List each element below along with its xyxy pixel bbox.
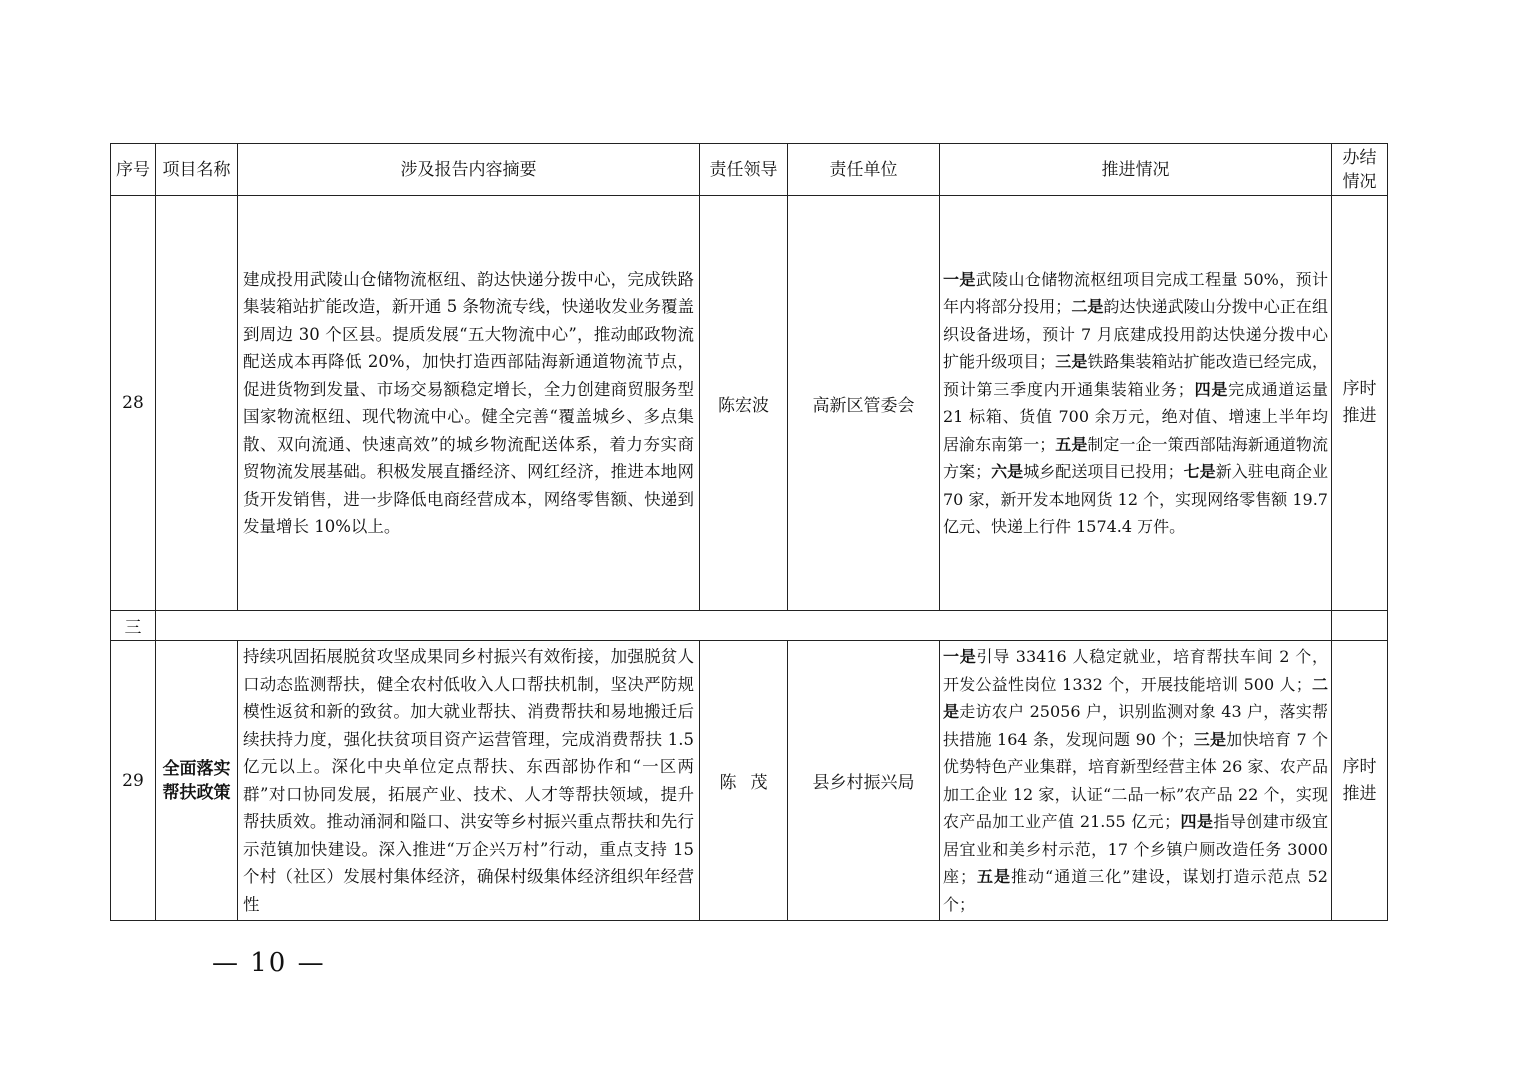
unit-cell: 县乡村振兴局 xyxy=(788,641,940,921)
project-name: 全面落实帮扶政策 xyxy=(156,641,238,921)
progress-item-text: 制定一企一策西部陆海新通道物流方案； xyxy=(943,434,1328,481)
row-number: 29 xyxy=(111,641,156,921)
progress-cell xyxy=(940,196,1332,611)
done-cell: 序时推进 xyxy=(1332,196,1388,611)
progress-item-marker: 二是 xyxy=(1071,297,1104,316)
progress-text xyxy=(940,641,1331,920)
header-name: 项目名称 xyxy=(156,144,238,196)
header-progress: 推进情况 xyxy=(940,144,1332,196)
done-cell: 序时推进 xyxy=(1332,641,1388,921)
progress-report-table xyxy=(110,143,1388,921)
progress-item-text: 引导 33416 人稳定就业，培育帮扶车间 2 个，开发公益性岗位 1332 个，开展技能培训 500 人； xyxy=(943,647,1328,694)
header-unit: 责任单位 xyxy=(788,144,940,196)
progress-item-marker: 五是 xyxy=(976,867,1012,886)
project-name xyxy=(156,196,238,611)
progress-item-text: 武陵山仓储物流枢纽项目完成工程量 50%，预计年内将部分投用； xyxy=(943,269,1328,316)
progress-item-text: 铁路集装箱站扩能改造已经完成，预计第三季度内开通集装箱业务； xyxy=(943,352,1328,399)
progress-item-marker: 三是 xyxy=(1055,352,1088,371)
header-summary: 涉及报告内容摘要 xyxy=(238,144,700,196)
header-num: 序号 xyxy=(111,144,156,196)
progress-item-text: 韵达快递武陵山分拨中心正在组织设备进场，预计 7 月底建成投用韵达快递分拨中心扩能升级项目； xyxy=(943,297,1328,371)
progress-item-marker: 五是 xyxy=(1055,434,1088,454)
row-number: 28 xyxy=(111,196,156,611)
section-blank xyxy=(156,611,1332,641)
summary-cell xyxy=(238,196,700,611)
progress-item-text: 完成通道运量 21 标箱、货值 700 余万元，绝对值、增速上半年均居渝东南第一； xyxy=(943,379,1328,454)
table-row xyxy=(111,196,1388,611)
progress-item-text: 城乡配送项目已投用； xyxy=(1023,462,1184,481)
page-number: — 10 — xyxy=(212,948,326,978)
table-row xyxy=(111,641,1388,921)
progress-item-marker: 二是 xyxy=(943,674,1328,721)
progress-item-marker: 一是 xyxy=(943,269,976,289)
summary-cell xyxy=(238,641,700,921)
summary-text: 持续巩固拓展脱贫攻坚成果同乡村振兴有效衔接，加强脱贫人口动态监测帮扶，健全农村低收入人口帮扶机制，坚决严防规模性返贫和新的致贫。加大就业帮扶、消费帮扶和易地搬迁后续扶持力度，强化扶贫项目资产运营管理，完成消费帮扶 1.5 亿元以上。深化中央单位定点帮扶、东西部协作和“一区两群”对口协同发展，拓展产业、技术、人才等帮扶领域，提升帮扶质效。推动涌洞和隘口、洪安等乡村振兴重点帮扶和先行示范镇加快建设。深入推进“万企兴万村”行动，重点支持 15 个村（社区）发展村集体经济，确保村级集体经济组织年经营性 xyxy=(243,647,694,914)
progress-item-text: 新入驻电商企业 70 家，新开发本地网货 12 个，实现网络零售额 19.7 亿元、快递上行件 1574.4 万件。 xyxy=(943,462,1328,536)
header-leader: 责任领导 xyxy=(700,144,788,196)
progress-item-text: 走访农户 25056 户，识别监测对象 43 户，落实帮扶措施 164 条，发现问题 90 个； xyxy=(943,702,1328,749)
section-row xyxy=(111,611,1388,641)
report-table-wrapper xyxy=(110,143,1388,921)
progress-text xyxy=(940,266,1331,541)
header-done: 办结情况 xyxy=(1332,144,1388,196)
progress-item-marker: 四是 xyxy=(1193,379,1229,399)
progress-item-marker: 七是 xyxy=(1183,462,1216,481)
progress-cell xyxy=(940,641,1332,921)
table-header-row xyxy=(111,144,1388,196)
progress-item-text: 加快培育 7 个优势特色产业集群，培育新型经营主体 26 家、农产品加工企业 12 家，认证“二品一标”农产品 22 个，实现农产品加工业产值 21.55 亿元； xyxy=(943,729,1328,831)
leader-cell: 陈宏波 xyxy=(700,196,788,611)
progress-item-marker: 一是 xyxy=(943,647,977,666)
unit-cell: 高新区管委会 xyxy=(788,196,940,611)
leader-cell: 陈茂 xyxy=(700,641,788,921)
section-blank-done xyxy=(1332,611,1388,641)
summary-text: 建成投用武陵山仓储物流枢纽、韵达快递分拨中心，完成铁路集装箱站扩能改造，新开通 5 条物流专线，快递收发业务覆盖到周边 30 个区县。提质发展“五大物流中心”，推动邮政物流配送成本再降低 20%，加快打造西部陆海新通道物流节点，促进货物到发量、市场交易额稳定增长，全力创建商贸服务型国家物流枢纽、现代物流中心。健全完善“覆盖城乡、多点集散、双向流通、快速高效”的城乡物流配送体系，着力夯实商贸物流发展基础。积极发展直播经济、网红经济，推进本地网货开发销售，进一步降低电商经营成本，网络零售额、快递到发量增长 10%以上。 xyxy=(243,269,694,536)
progress-item-marker: 四是 xyxy=(1180,812,1214,831)
section-number: 三 xyxy=(111,611,156,641)
progress-item-text: 推动“通道三化”建设，谋划打造示范点 52 个； xyxy=(943,867,1328,914)
progress-item-marker: 三是 xyxy=(1193,729,1227,749)
progress-item-marker: 六是 xyxy=(991,462,1024,481)
progress-item-text: 指导创建市级宜居宜业和美乡村示范，17 个乡镇户厕改造任务 3000 座； xyxy=(943,812,1328,886)
